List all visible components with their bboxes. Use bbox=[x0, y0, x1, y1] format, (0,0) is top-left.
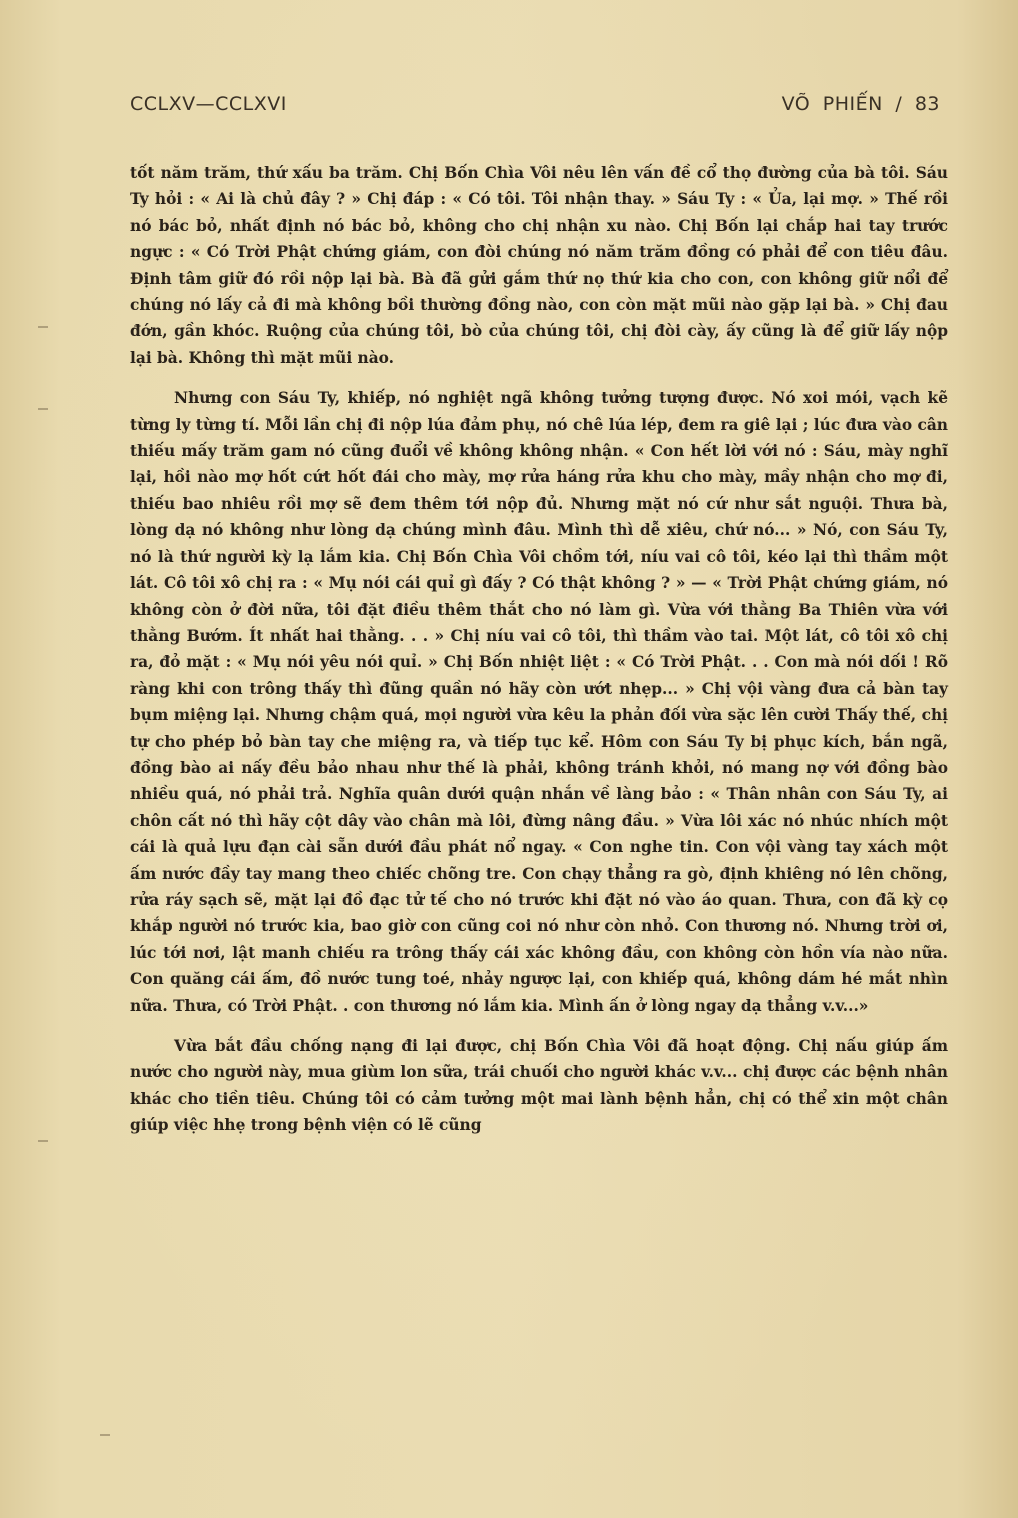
margin-mark bbox=[38, 1140, 48, 1142]
paragraph-2: Nhưng con Sáu Ty, khiếp, nó nghiệt ngã không tưởng tượng được. Nó xoi mói, vạch kẽ từng ly từng tí. Mỗi lần chị đi nộp lúa đảm phụ, nó chê lúa lép, đem ra giê lại ; lúc đưa vào cân thiếu mấy trăm gam nó cũng đuổi về không không nhận. « Con hết lời với nó : Sáu, mày nghĩ lại, hồi nào mợ hốt cứt hốt đái cho mày, mợ rửa háng rửa khu cho mày, mầy nhận cho mợ đi, thiếu bao nhiêu rồi mợ sẽ đem thêm tới nộp đủ. Nhưng mặt nó cứ như sắt nguội. Thưa bà, lòng dạ nó không như lòng dạ chúng mình đâu. Mình thì dễ xiêu, chứ nó... » Nó, con Sáu Ty, nó là thứ người kỳ lạ lắm kia. Chị Bốn Chìa Vôi chồm tới, níu vai cô tôi, kéo lại thì thầm một lát. Cô tôi xô chị ra : « Mụ nói cái quỉ gì đấy ? Có thật không ? » — « Trời Phật chứng giám, nó không còn ở đời nữa, tôi đặt điều thêm thắt cho nó làm gì. Vừa với thằng Ba Thiên vừa với thằng Bướm. Ít nhất hai thằng. . . » Chị níu vai cô tôi, thì thầm vào tai. Một lát, cô tôi xô chị ra, đỏ mặt : « Mụ nói yêu nói quỉ. » Chị Bốn nhiệt liệt : « Có Trời Phật. . . Con mà nói dối ! Rõ ràng khi con trông thấy thì đũng quần nó hãy còn ướt nhẹp... » Chị vội vàng đưa cả bàn tay bụm miệng lại. Nhưng chậm quá, mọi người vừa kêu la phản đối vừa sặc lên cười Thấy thế, chị tự cho phép bỏ bàn tay che miệng ra, và tiếp tục kể. Hôm con Sáu Ty bị phục kích, bắn ngã, đồng bào ai nấy đều bảo nhau như thế là phải, không tránh khỏi, nó mang nợ với đồng bào nhiều quá, nó phải trả. Nghĩa quân dưới quận nhắn về làng bảo : « Thân nhân con Sáu Ty, ai chôn cất nó thì hãy cột dây vào chân mà lôi, đừng nâng đầu. » Vừa lôi xác nó nhúc nhích một cái là quả lựu đạn cài sẵn dưới đầu phát nổ ngay. « Con nghe tin. Con vội vàng tay xách một ấm nước đầy tay mang theo chiếc chõng tre. Con chạy thẳng ra gò, định khiêng nó lên chõng, rửa ráy sạch sẽ, mặt lại đồ đạc tử tế cho nó trước khi đặt nó vào áo quan. Thưa, con đã kỳ cọ khắp người nó trước kia, bao giờ con cũng coi nó như còn nhỏ. Con thương nó. Nhưng trời ơi, lúc tới nơi, lật manh chiếu ra trông thấy cái xác không đầu, con không còn hồn vía nào nữa. Con quăng cái ấm, đồ nước tung toé, nhảy ngược lại, con khiếp quá, không dám hé mắt nhìn nữa. Thưa, có Trời Phật. . con thương nó lắm kia. Mình ấn ở lòng ngay dạ thẳng v.v...» bbox=[130, 389, 948, 1015]
margin-mark bbox=[100, 1434, 110, 1436]
paragraph-3: Vừa bắt đầu chống nạng đi lại được, chị Bốn Chìa Vôi đã hoạt động. Chị nấu giúp ấm nước cho người này, mua giùm lon sữa, trái chuối cho người khác v.v... chị được các bệnh nhân khác cho tiền tiêu. Chúng tôi có cảm tưởng một mai lành bệnh hẳn, chị có thể xin một chân giúp việc hhẹ trong bệnh viện có lẽ cũng bbox=[130, 1037, 948, 1135]
author-page-number: VÕ PHIẾN / 83 bbox=[781, 93, 940, 115]
body-text bbox=[130, 160, 948, 1139]
margin-mark bbox=[38, 326, 48, 328]
running-header bbox=[130, 93, 940, 123]
paragraph-1: tốt năm trăm, thứ xấu ba trăm. Chị Bốn Chìa Vôi nêu lên vấn đề cổ thọ đường của bà tôi. Sáu Ty hỏi : « Ai là chủ đây ? » Chị đáp : « Có tôi. Tôi nhận thay. » Sáu Ty : « Ủa, lại mợ. » Thế rồi nó bác bỏ, nhất định nó bác bỏ, không cho chị nhận xu nào. Chị Bốn lại chắp hai tay trước ngực : « Có Trời Phật chứng giám, con đòi chúng nó năm trăm đồng có phải để con tiêu đâu. Định tâm giữ đó rồi nộp lại bà. Bà đã gửi gắm thứ nọ thứ kia cho con, con không giữ nổi để chúng nó lấy cả đi mà không bồi thường đồng nào, con còn mặt mũi nào gặp lại bà. » Chị đau đớn, gần khóc. Ruộng của chúng tôi, bò của chúng tôi, chị đòi cày, ấy cũng là để giữ lấy nộp lại bà. Không thì mặt mũi nào. bbox=[130, 164, 948, 367]
margin-mark bbox=[38, 408, 48, 410]
chapter-range: CCLXV—CCLXVI bbox=[130, 93, 287, 115]
